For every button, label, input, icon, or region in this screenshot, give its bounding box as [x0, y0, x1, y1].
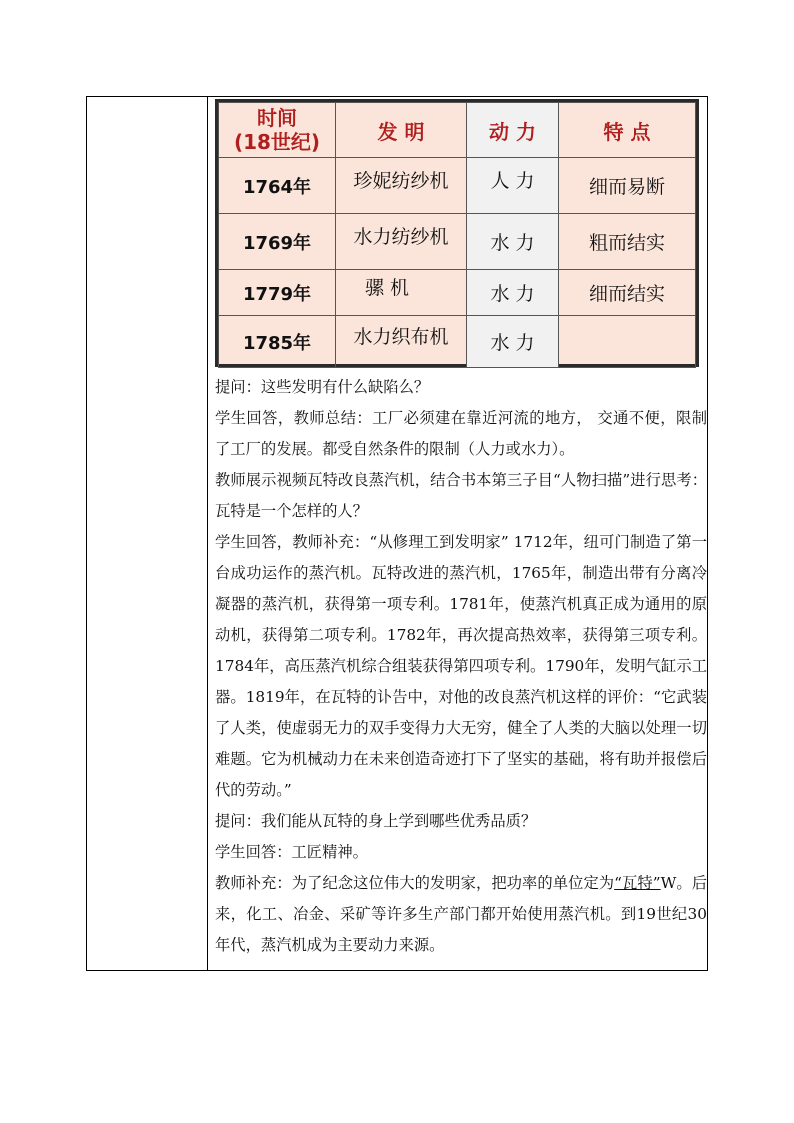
- header-time-label: 时间: [257, 106, 297, 130]
- paragraph-answer-2: 学生回答：工匠精神。: [215, 843, 368, 861]
- supplement-text-after: W。后来，化工、冶金、采矿等许多生产部门都开始使用蒸汽机。到19世纪30年代，蒸汽机成为主要动力来源。: [215, 874, 707, 954]
- paragraph-question-2: 提问：我们能从瓦特的身上学到哪些优秀品质？: [215, 812, 537, 830]
- paragraph-watt-history: 学生回答，教师补充：“从修理工到发明家” 1712年，纽可门制造了第一台成功运作的蒸汽机。瓦特改进的蒸汽机，1765年，制造出带有分离冷凝器的蒸汽机，获得第一项专利。1781年，使蒸汽机真正成为通用的原动机，获得第二项专利。1782年，再次提高热效率，获得第三项专利。1784年，高压蒸汽机综合组装获得第四项专利。1790年，发明气缸示工器。1819年，在瓦特的讣告中，对他的改良蒸汽机这样的评价：“它武装了人类，使虚弱无力的双手变得力大无穷，健全了人类的大脑以处理一切难题。它为机械动力在未来创造奇迹打下了坚实的基础，将有助并报偿后代的劳动。”: [215, 533, 707, 799]
- table-row: [219, 214, 696, 270]
- invention-table: [215, 99, 699, 367]
- paragraph-video: 教师展示视频瓦特改良蒸汽机，结合书本第三子目“人物扫描”进行思考：瓦特是一个怎样的人？: [215, 471, 707, 520]
- row-feature: 细而结实: [559, 270, 696, 316]
- paragraph-teacher-supplement: [215, 868, 707, 961]
- lesson-table: [86, 96, 708, 971]
- header-invention: 发 明: [336, 103, 467, 158]
- row-year: 1764年: [219, 158, 336, 214]
- header-time: [219, 103, 336, 158]
- table-row: [219, 270, 696, 316]
- header-power: 动 力: [467, 103, 559, 158]
- row-power: 水 力: [467, 214, 559, 270]
- row-year: 1779年: [219, 270, 336, 316]
- header-time-sub: (18世纪): [233, 130, 321, 154]
- table-header-row: [219, 103, 696, 158]
- row-feature: 粗而结实: [559, 214, 696, 270]
- table-row: [219, 316, 696, 368]
- row-feature: [559, 316, 696, 368]
- row-year: 1769年: [219, 214, 336, 270]
- column-divider: [207, 97, 208, 970]
- row-power: 水 力: [467, 270, 559, 316]
- row-year: 1785年: [219, 316, 336, 368]
- row-invention: 水力纺纱机: [336, 214, 467, 270]
- table-row: [219, 158, 696, 214]
- supplement-text-before: 教师补充：为了纪念这位伟大的发明家，把功率的单位定为: [215, 874, 615, 892]
- row-invention: 水力织布机: [336, 316, 467, 368]
- row-feature: 细而易断: [559, 158, 696, 214]
- lesson-text: [215, 372, 707, 961]
- row-invention: 骡 机: [336, 270, 467, 316]
- paragraph-question-1: 提问：这些发明有什么缺陷么？: [215, 378, 430, 396]
- underlined-term: “瓦特”: [614, 874, 661, 892]
- row-invention: 珍妮纺纱机: [336, 158, 467, 214]
- header-feature: 特 点: [559, 103, 696, 158]
- row-power: 水 力: [467, 316, 559, 368]
- row-power: 人 力: [467, 158, 559, 214]
- paragraph-answer-1: 学生回答，教师总结：工厂必须建在靠近河流的地方， 交通不便，限制了工厂的发展。都受自然条件的限制（人力或水力）。: [215, 409, 707, 458]
